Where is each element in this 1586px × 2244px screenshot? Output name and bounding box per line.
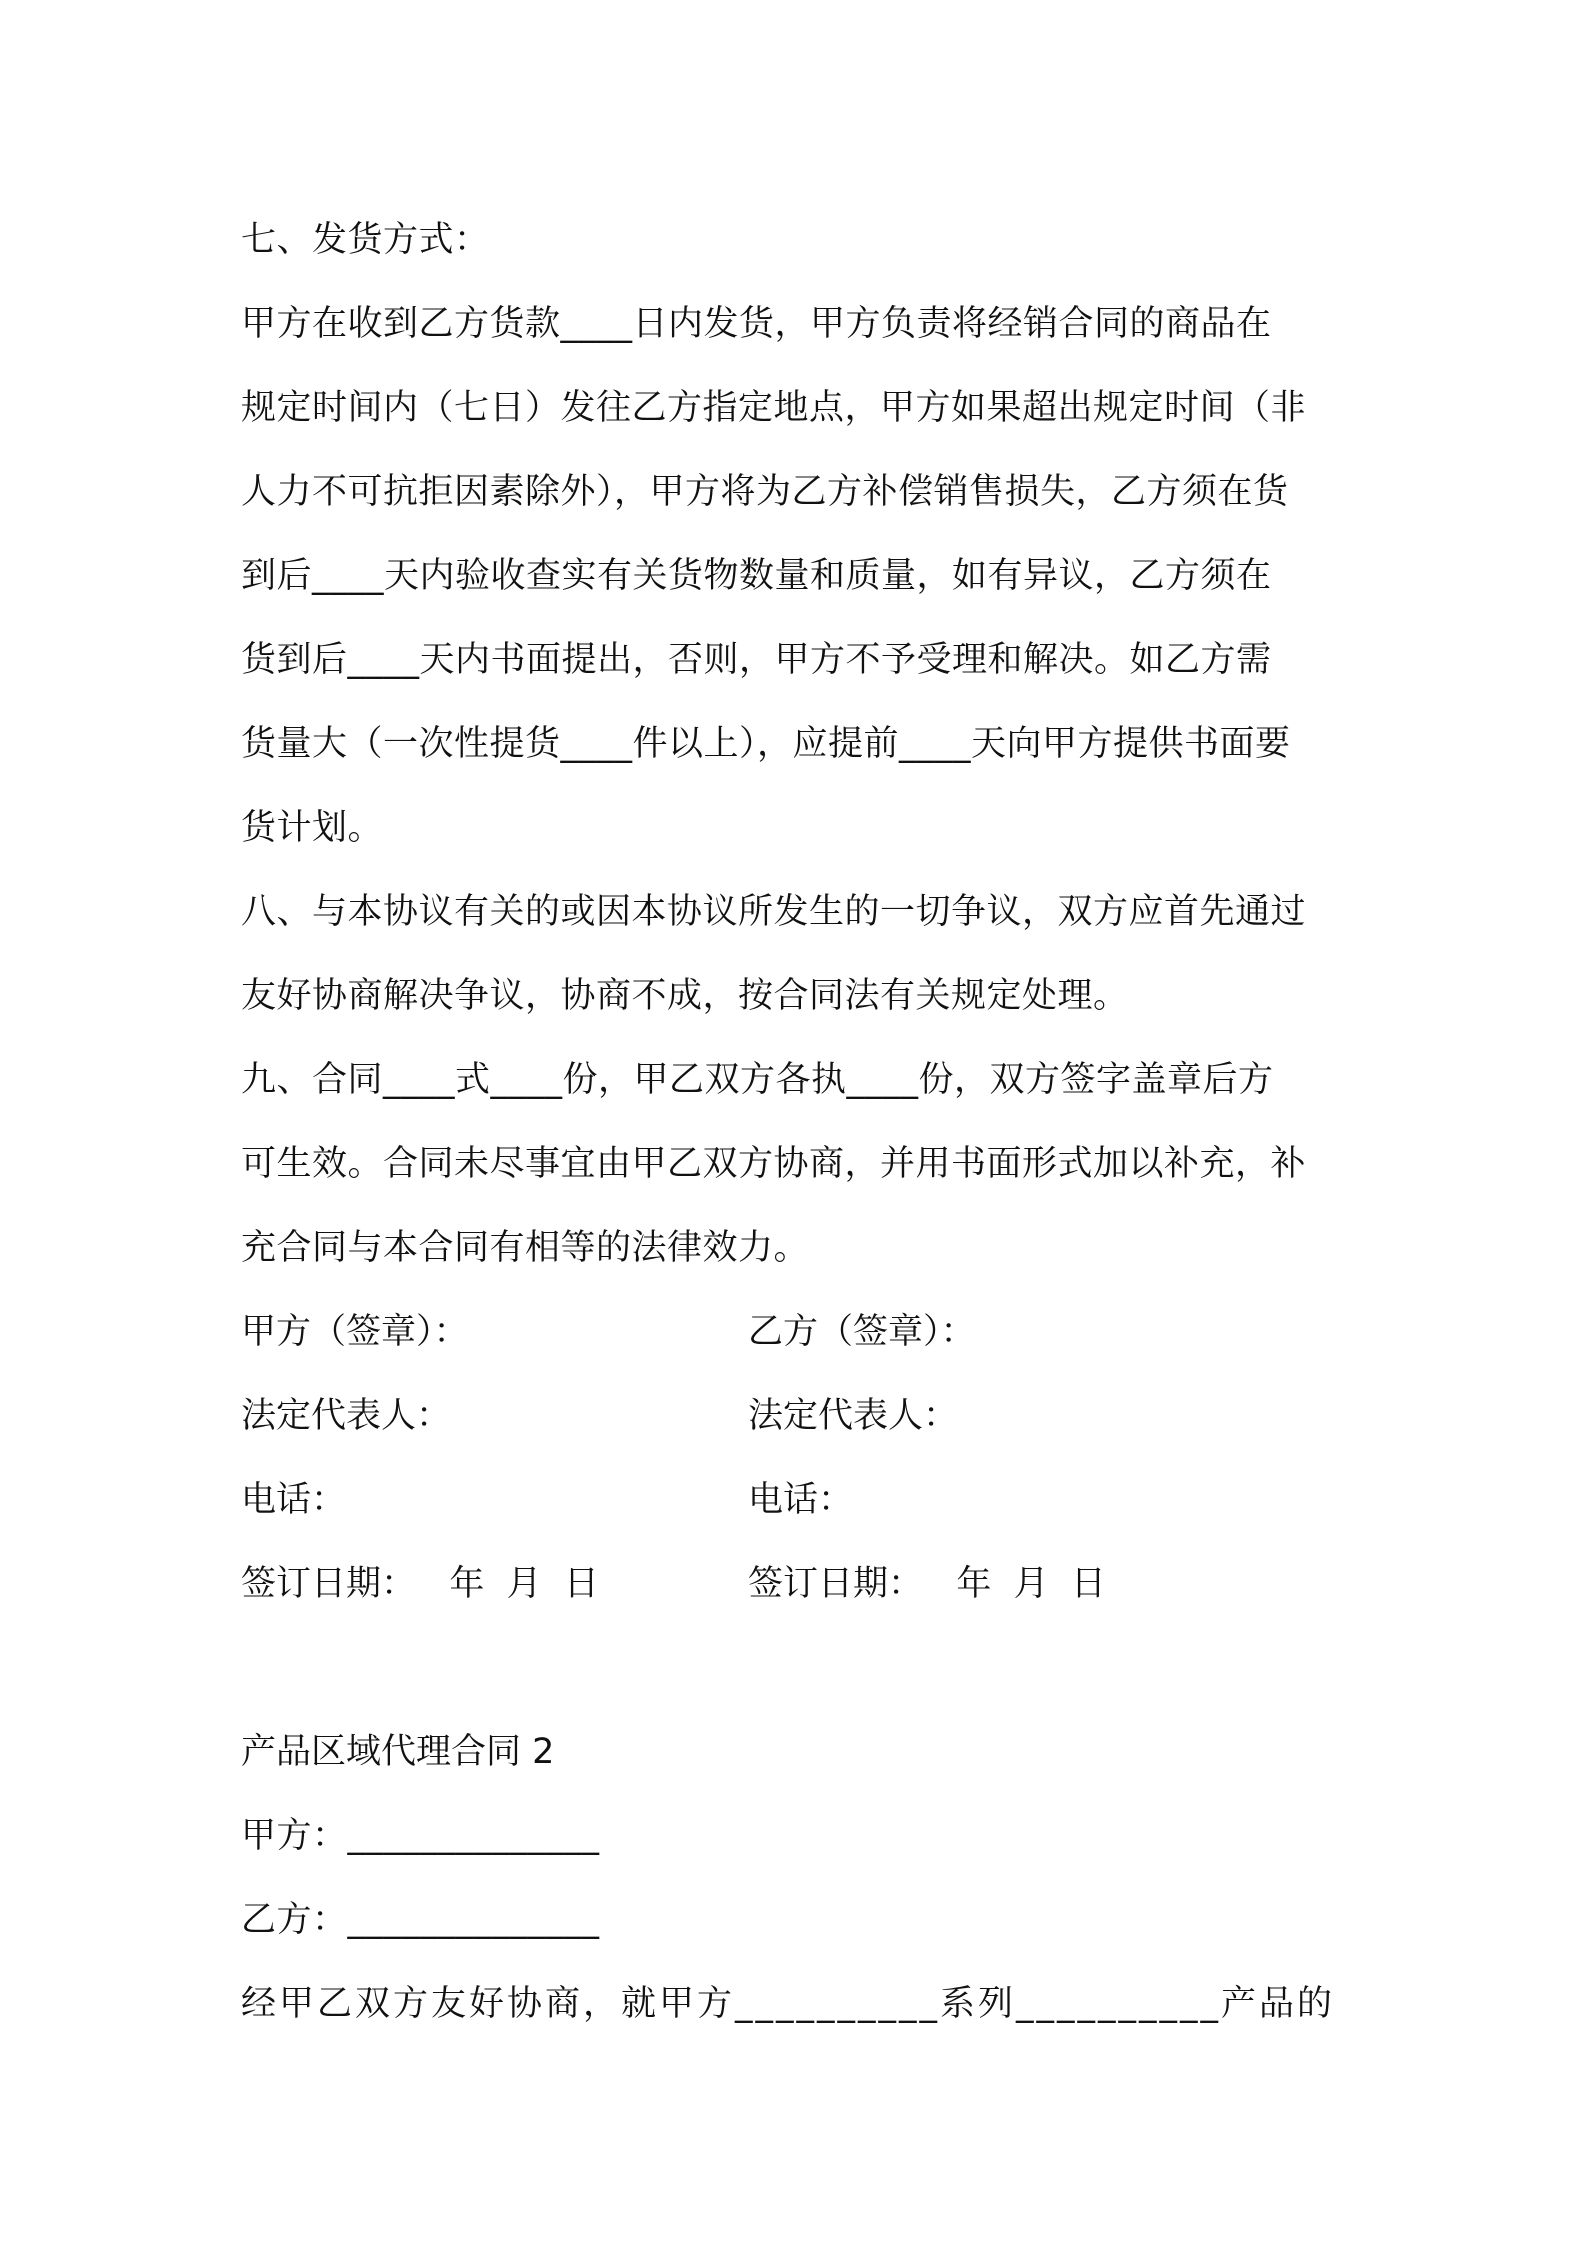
- document-content: [241, 198, 1351, 2046]
- section-9-line-3: 充合同与本合同有相等的法律效力。: [241, 1228, 810, 1268]
- contract-2-party-a: 甲方：______________: [241, 1816, 600, 1856]
- signature-row-phone: [241, 1458, 1351, 1542]
- party-b-representative-label: 法定代表人：: [748, 1396, 959, 1436]
- section-7-line-4: 到后____天内验收查实有关货物数量和质量，如有异议，乙方须在: [241, 556, 1272, 596]
- section-7-line-3: 人力不可抗拒因素除外），甲方将为乙方补偿销售损失，乙方须在货: [241, 472, 1289, 512]
- section-7-line-7: 货计划。: [241, 808, 384, 848]
- section-7-line-1: 甲方在收到乙方货款____日内发货，甲方负责将经销合同的商品在: [241, 304, 1272, 344]
- contract-2-title: 产品区域代理合同 2: [241, 1732, 555, 1772]
- section-8-line-2: 友好协商解决争议，协商不成，按合同法有关规定处理。: [241, 976, 1129, 1016]
- section-7-line-6: 货量大（一次性提货____件以上），应提前____天向甲方提供书面要: [241, 724, 1291, 764]
- contract-2-opening-line: 经甲乙双方友好协商，就甲方__________系列__________产品的: [241, 1984, 1336, 2024]
- party-a-date-label: 签订日期： 年 月 日: [241, 1564, 599, 1604]
- signature-row-seal: [241, 1290, 1351, 1374]
- contract-2-party-b: 乙方：______________: [241, 1900, 600, 1940]
- section-9-line-1: 九、合同____式____份，甲乙双方各执____份，双方签字盖章后方: [241, 1060, 1274, 1100]
- party-a-seal-label: 甲方（签章）：: [241, 1312, 469, 1352]
- section-7-line-5: 货到后____天内书面提出，否则，甲方不予受理和解决。如乙方需: [241, 640, 1272, 680]
- section-7-heading: 七、发货方式：: [241, 220, 490, 260]
- section-9-line-2: 可生效。合同未尽事宜由甲乙双方协商，并用书面形式加以补充，补: [241, 1144, 1307, 1184]
- section-8-line-1: 八、与本协议有关的或因本协议所发生的一切争议，双方应首先通过: [241, 892, 1307, 932]
- party-a-representative-label: 法定代表人：: [241, 1396, 452, 1436]
- section-7-line-2: 规定时间内（七日）发往乙方指定地点，甲方如果超出规定时间（非: [241, 388, 1307, 428]
- party-b-seal-label: 乙方（签章）：: [748, 1312, 976, 1352]
- party-b-date-label: 签订日期： 年 月 日: [748, 1564, 1106, 1604]
- signature-row-date: [241, 1542, 1351, 1626]
- party-a-phone-label: 电话：: [241, 1480, 347, 1520]
- spacer: [241, 1626, 1351, 1710]
- party-b-phone-label: 电话：: [748, 1480, 854, 1520]
- signature-row-representative: [241, 1374, 1351, 1458]
